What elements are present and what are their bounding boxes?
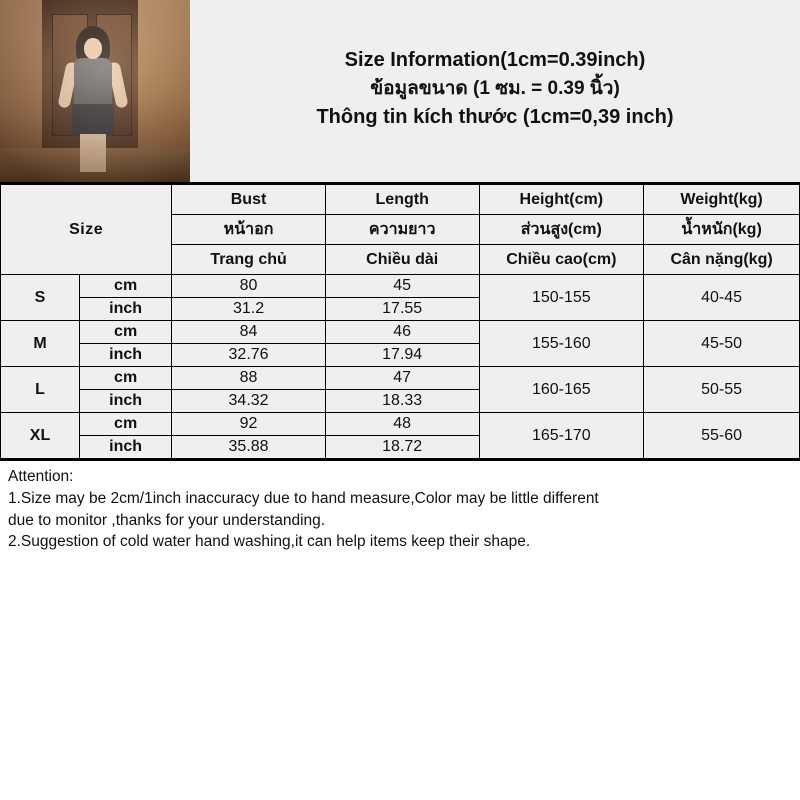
- header-height-en: Height(cm): [479, 185, 644, 215]
- header-bust-vi: Trang chủ: [172, 245, 326, 275]
- title-line-vi: Thông tin kích thước (1cm=0,39 inch): [316, 105, 674, 128]
- row-unit-inch-s: inch: [80, 298, 172, 321]
- row-size-label-xl: XL: [1, 413, 80, 459]
- row-length-inch-m: 17.94: [325, 344, 479, 367]
- row-bust-inch-m: 32.76: [172, 344, 326, 367]
- attention-block: [0, 459, 800, 562]
- row-weight-l: 50-55: [644, 367, 800, 413]
- header-bust-th: หน้าอก: [172, 215, 326, 245]
- row-unit-inch-m: inch: [80, 344, 172, 367]
- row-unit-cm-s: cm: [80, 275, 172, 298]
- row-bust-inch-s: 31.2: [172, 298, 326, 321]
- attention-line-2: due to monitor ,thanks for your understanding.: [8, 511, 326, 529]
- size-table: [0, 184, 800, 459]
- header-height-th: ส่วนสูง(cm): [479, 215, 644, 245]
- header-height-vi: Chiều cao(cm): [479, 245, 644, 275]
- row-unit-cm-m: cm: [80, 321, 172, 344]
- row-bust-cm-xl: 92: [172, 413, 326, 436]
- table-row: [1, 275, 800, 298]
- header-weight-en: Weight(kg): [644, 185, 800, 215]
- header-length-vi: Chiều dài: [325, 245, 479, 275]
- row-size-label-m: M: [1, 321, 80, 367]
- attention-line-3: 2.Suggestion of cold water hand washing,it can help items keep their shape.: [8, 533, 531, 551]
- row-height-xl: 165-170: [479, 413, 644, 459]
- row-size-label-l: L: [1, 367, 80, 413]
- header-length-en: Length: [325, 185, 479, 215]
- row-bust-inch-xl: 35.88: [172, 436, 326, 459]
- row-unit-cm-l: cm: [80, 367, 172, 390]
- header-length-th: ความยาว: [325, 215, 479, 245]
- title-block: [190, 0, 800, 182]
- row-height-s: 150-155: [479, 275, 644, 321]
- header-bust-en: Bust: [172, 185, 326, 215]
- row-height-m: 155-160: [479, 321, 644, 367]
- row-length-inch-xl: 18.72: [325, 436, 479, 459]
- row-weight-xl: 55-60: [644, 413, 800, 459]
- header-weight-th: น้ำหนัก(kg): [644, 215, 800, 245]
- table-body: [1, 275, 800, 459]
- row-length-inch-s: 17.55: [325, 298, 479, 321]
- row-bust-cm-l: 88: [172, 367, 326, 390]
- table-row: [1, 321, 800, 344]
- row-unit-inch-xl: inch: [80, 436, 172, 459]
- row-height-l: 160-165: [479, 367, 644, 413]
- row-weight-m: 45-50: [644, 321, 800, 367]
- photo-model-face: [84, 38, 102, 59]
- model-photo: [0, 0, 190, 182]
- row-weight-s: 40-45: [644, 275, 800, 321]
- row-length-cm-xl: 48: [325, 413, 479, 436]
- header-weight-vi: Cân nặng(kg): [644, 245, 800, 275]
- attention-line-1: 1.Size may be 2cm/1inch inaccuracy due to hand measure,Color may be little different: [8, 489, 599, 507]
- row-size-label-s: S: [1, 275, 80, 321]
- row-unit-cm-xl: cm: [80, 413, 172, 436]
- title-line-th: ข้อมูลขนาด (1 ซม. = 0.39 นิ้ว): [370, 78, 620, 100]
- row-unit-inch-l: inch: [80, 390, 172, 413]
- row-length-cm-s: 45: [325, 275, 479, 298]
- size-table-container: [0, 184, 800, 459]
- row-length-inch-l: 18.33: [325, 390, 479, 413]
- row-length-cm-m: 46: [325, 321, 479, 344]
- header: [0, 0, 800, 184]
- attention-heading: Attention:: [8, 468, 74, 485]
- photo-lighting-overlay: [0, 0, 190, 182]
- row-bust-cm-s: 80: [172, 275, 326, 298]
- row-bust-inch-l: 34.32: [172, 390, 326, 413]
- table-row: [1, 413, 800, 436]
- title-line-en: Size Information(1cm=0.39inch): [344, 49, 646, 72]
- size-column-header: Size: [1, 185, 172, 275]
- header-row-en: [1, 185, 800, 215]
- table-row: [1, 367, 800, 390]
- row-length-cm-l: 47: [325, 367, 479, 390]
- table-header: [1, 185, 800, 275]
- row-bust-cm-m: 84: [172, 321, 326, 344]
